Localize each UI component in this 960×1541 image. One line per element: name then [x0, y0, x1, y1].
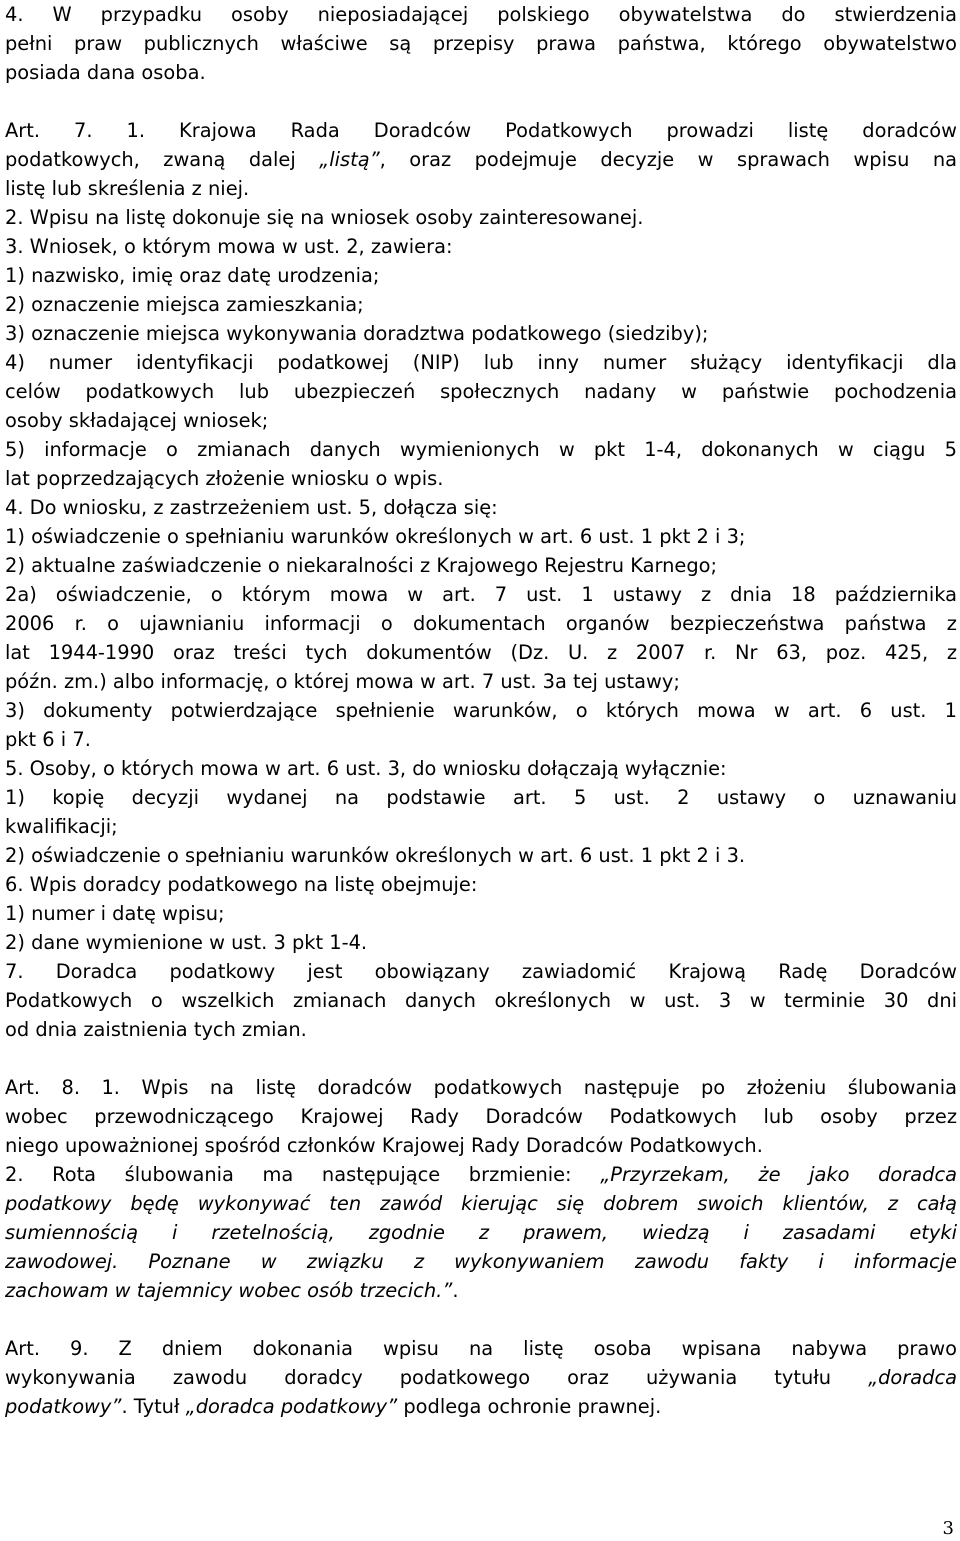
text-line: 4. W przypadku osoby nieposiadającej polskiego obywatelstwa do stwierdzenia — [5, 3, 957, 26]
oath-line — [5, 1189, 957, 1218]
text-line: lat poprzedzających złożenie wniosku o wpis. — [5, 467, 444, 490]
text-line: 1) numer i datę wpisu; — [5, 902, 225, 925]
oath-text: podatkowy będę wykonywać ten zawód kierując się dobrem swoich klientów, z całą — [5, 1192, 957, 1215]
text-line — [5, 1392, 957, 1421]
text-line: wobec przewodniczącego Krajowej Rady Doradców Podatkowych lub osoby przez — [5, 1105, 957, 1128]
text-line: 2) oświadczenie o spełnianiu warunków określonych w art. 6 ust. 1 pkt 2 i 3. — [5, 844, 746, 867]
text-line: listę lub skreślenia z niej. — [5, 177, 250, 200]
oath-line — [5, 1218, 957, 1247]
text-line — [5, 1160, 957, 1189]
oath-text: zawodowej. Poznane w związku z wykonywaniem zawodu fakty i informacje — [5, 1250, 957, 1273]
oath-line — [5, 1276, 957, 1305]
text-line — [5, 145, 957, 174]
italic-term: podatkowy” — [5, 1395, 122, 1418]
text-span: podatkowych, zwaną dalej — [5, 148, 320, 171]
text-line: niego upoważnionej spośród członków Krajowej Rady Doradców Podatkowych. — [5, 1134, 763, 1157]
text-line: 1) oświadczenie o spełnianiu warunków określonych w art. 6 ust. 1 pkt 2 i 3; — [5, 525, 746, 548]
text-line: 2. Wpisu na listę dokonuje się na wniosek osoby zainteresowanej. — [5, 206, 644, 229]
text-line — [5, 1363, 957, 1392]
text-span: 2. Rota ślubowania ma następujące brzmienie: — [5, 1163, 601, 1186]
text-line: pełni praw publicznych właściwe są przepisy prawa państwa, którego obywatelstwo — [5, 32, 957, 55]
text-line: 3. Wniosek, o którym mowa w ust. 2, zawiera: — [5, 235, 453, 258]
text-line: 3) dokumenty potwierdzające spełnienie warunków, o których mowa w art. 6 ust. 1 — [5, 699, 957, 722]
text-line: lat 1944-1990 oraz treści tych dokumentów (Dz. U. z 2007 r. Nr 63, poz. 425, z — [5, 641, 957, 664]
text-line: 7. Doradca podatkowy jest obowiązany zawiadomić Krajową Radę Doradców — [5, 960, 957, 983]
text-line: 5) informacje o zmianach danych wymienionych w pkt 1-4, dokonanych w ciągu 5 — [5, 438, 957, 461]
text-line: 4) numer identyfikacji podatkowej (NIP) lub inny numer służący identyfikacji dla — [5, 351, 957, 374]
text-line: pkt 6 i 7. — [5, 728, 91, 751]
text-line: 2) aktualne zaświadczenie o niekaralności z Krajowego Rejestru Karnego; — [5, 554, 718, 577]
text-line: osoby składającej wniosek; — [5, 409, 269, 432]
oath-text: „Przyrzekam, że jako doradca — [600, 1163, 957, 1186]
text-line: kwalifikacji; — [5, 815, 118, 838]
text-span: wykonywania zawodu doradcy podatkowego oraz używania tytułu — [5, 1366, 869, 1389]
text-span: . — [452, 1279, 459, 1302]
text-line: posiada dana osoba. — [5, 61, 206, 84]
article-7-heading-line: Art. 7. 1. Krajowa Rada Doradców Podatkowych prowadzi listę doradców — [5, 119, 957, 142]
text-line: 2) oznaczenie miejsca zamieszkania; — [5, 293, 364, 316]
article-8-heading-line: Art. 8. 1. Wpis na listę doradców podatkowych następuje po złożeniu ślubowania — [5, 1076, 957, 1099]
text-line: 5. Osoby, o których mowa w art. 6 ust. 3, do wniosku dołączają wyłącznie: — [5, 757, 727, 780]
text-span: , oraz podejmuje decyzje w sprawach wpisu na — [379, 148, 957, 171]
text-span: podlega ochronie prawnej. — [397, 1395, 662, 1418]
text-line: celów podatkowych lub ubezpieczeń społecznych nadany w państwie pochodzenia — [5, 380, 957, 403]
italic-term: „doradca podatkowy” — [185, 1395, 398, 1418]
text-line: 2a) oświadczenie, o którym mowa w art. 7 ust. 1 ustawy z dnia 18 października — [5, 583, 957, 606]
article-9-heading-line: Art. 9. Z dniem dokonania wpisu na listę osoba wpisana nabywa prawo — [5, 1337, 957, 1360]
italic-term: „doradca — [868, 1366, 957, 1389]
text-line: 4. Do wniosku, z zastrzeżeniem ust. 5, dołącza się: — [5, 496, 498, 519]
text-line: 1) kopię decyzji wydanej na podstawie art. 5 ust. 2 ustawy o uznawaniu — [5, 786, 957, 809]
text-line: 2) dane wymienione w ust. 3 pkt 1-4. — [5, 931, 368, 954]
text-line: 1) nazwisko, imię oraz datę urodzenia; — [5, 264, 380, 287]
text-line: 3) oznaczenie miejsca wykonywania doradztwa podatkowego (siedziby); — [5, 322, 709, 345]
text-line: 6. Wpis doradcy podatkowego na listę obejmuje: — [5, 873, 478, 896]
text-span: . Tytuł — [121, 1395, 186, 1418]
oath-text: zachowam w tajemnicy wobec osób trzecich.” — [5, 1279, 453, 1302]
text-line: 2006 r. o ujawnianiu informacji o dokumentach organów bezpieczeństwa państwa z — [5, 612, 957, 635]
oath-line — [5, 1247, 957, 1276]
text-line: Podatkowych o wszelkich zmianach danych określonych w ust. 3 w terminie 30 dni — [5, 989, 957, 1012]
text-line: późn. zm.) albo informację, o której mowa w art. 7 ust. 3a tej ustawy; — [5, 670, 680, 693]
oath-text: sumiennością i rzetelnością, zgodnie z prawem, wiedzą i zasadami etyki — [5, 1221, 957, 1244]
page-number: 3 — [942, 1518, 954, 1539]
italic-term: „listą” — [319, 148, 380, 171]
text-line: od dnia zaistnienia tych zmian. — [5, 1018, 307, 1041]
